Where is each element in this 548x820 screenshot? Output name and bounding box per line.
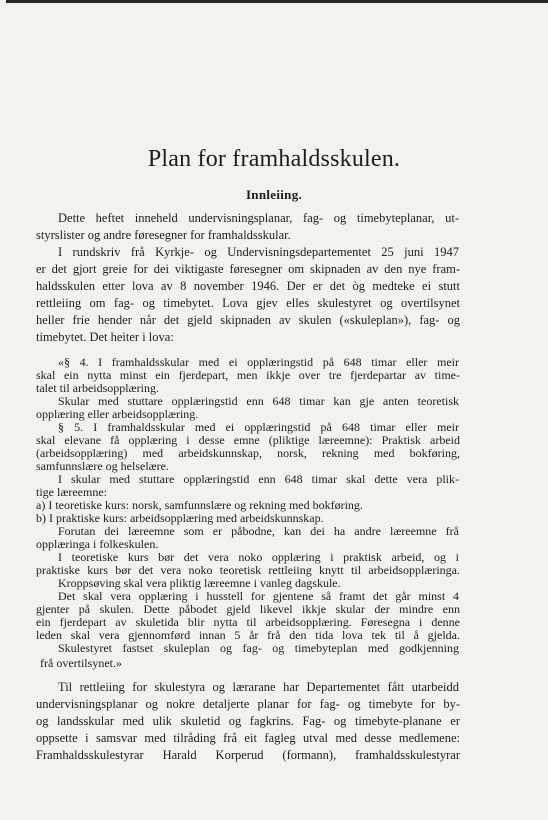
text-line: er det gjort greie for dei viktigaste føresegner om skipnaden av den nye fram- [36,262,460,276]
text-line: samfunnslære og helselære. [36,459,169,473]
text-line: Skular med stuttare opplæringstid enn 648 timar kan gje anten teoretisk [58,394,459,408]
text-line: «§ 4. I framhaldsskular med ei opplæringstid på 648 timar eller meir [58,355,459,369]
text-line: Til rettleiing for skulestyra og lærarane har Departementet fått utarbeidd [58,680,459,694]
list-item: b) I praktiske kurs: arbeidsopplæring med arbeidskunnskap. [36,511,324,525]
page-title: Plan for framhaldsskulen. [147,146,401,172]
text-line: (arbeidsopplæring) med arbeidskunnskap, norsk, rekning med bokføring, [36,446,460,460]
text-line: praktiske kurs bør det vera noko teoretisk rettleiing knytt til arbeidsopplæringa. [36,563,460,577]
text-line: I teoretiske kurs bør det vera noko opplæring i praktisk arbeid, og i [58,550,459,564]
text-line: I skular med stuttare opplæringstid enn 648 timar skal dette vera plik- [58,472,459,486]
text-line: I rundskriv frå Kyrkje- og Undervisningsdepartementet 25 juni 1947 [58,245,459,259]
text-line: Forutan dei læreemne som er påbodne, kan dei ha andre læreemne frå [58,524,459,538]
text-line: opplæring eller arbeidsopplæring. [36,407,199,421]
text-line: ein fjerdepart av skuletida blir nytta til arbeidsopplæring. Føresegna i denne [36,615,460,629]
text-line: Dette heftet inneheld undervisningsplanar, fag- og timebyteplanar, ut- [58,211,459,225]
text-line: § 5. I framhaldsskular med ei opplæringstid på 648 timar eller meir [58,420,459,434]
text-line: skal ein nytta minst ein fjerdepart, men ikkje over tre fjerdepartar av time- [36,368,460,382]
text-line: timebytet. Det heiter i lova: [36,330,174,344]
text-line: tige læreemne: [36,485,107,499]
text-line: styrslister og andre føresegner for framhaldsskular. [36,228,291,242]
text-line: opplæringa i folkeskulen. [36,537,159,551]
text-line: heller frie hender når det gjeld skipnaden av skulen («skuleplan»), fag- og [36,313,460,327]
text-line: og landsskular med ulik skuletid og fagkrins. Fag- og timebyte-planane er [36,714,460,728]
text-line: talet til arbeidsopplæring. [36,381,159,395]
text-line: Kroppsøving skal vera pliktig læreemne i vanleg dagskule. [58,576,341,590]
text-line: undervisningsplanar og nokre detaljerte planar for fag- og timebyte for by- [36,697,460,711]
text-line: Skulestyret fastset skuleplan og fag- og timebyteplan med godkjenning [58,641,459,655]
text-line: Framhaldsskulestyrar Harald Korperud (formann), framhaldsskulestyrar [36,748,460,762]
section-heading: Innleiing. [245,187,303,202]
text-line: haldsskulen etter lova av 8 november 1946. Der er det òg medteke ei stutt [36,279,460,293]
text-line: Det skal vera opplæring i husstell for gjentene så framt det går minst 4 [58,589,459,603]
text-line: leden skal vera gjennomførd innan 5 år frå den tida lova tek til å gjelda. [36,628,460,642]
text-line: gjenter på skulen. Dette påbodet gjeld likevel ikkje skular der mindre enn [36,602,460,616]
text-line: frå overtilsynet.» [40,656,122,670]
text-line: skal elevane få opplæring i desse emne (pliktige læreemne): Praktisk arbeid [36,433,460,447]
text-line: oppsette i samsvar med tilråding frå eit fagleg utval med desse medlemene: [36,731,460,745]
text-line: rettleiing om fag- og timebytet. Lova gjev elles skulestyret og overtilsynet [36,296,460,310]
list-item: a) I teoretiske kurs: norsk, samfunnslære og rekning med bokføring. [36,498,363,512]
